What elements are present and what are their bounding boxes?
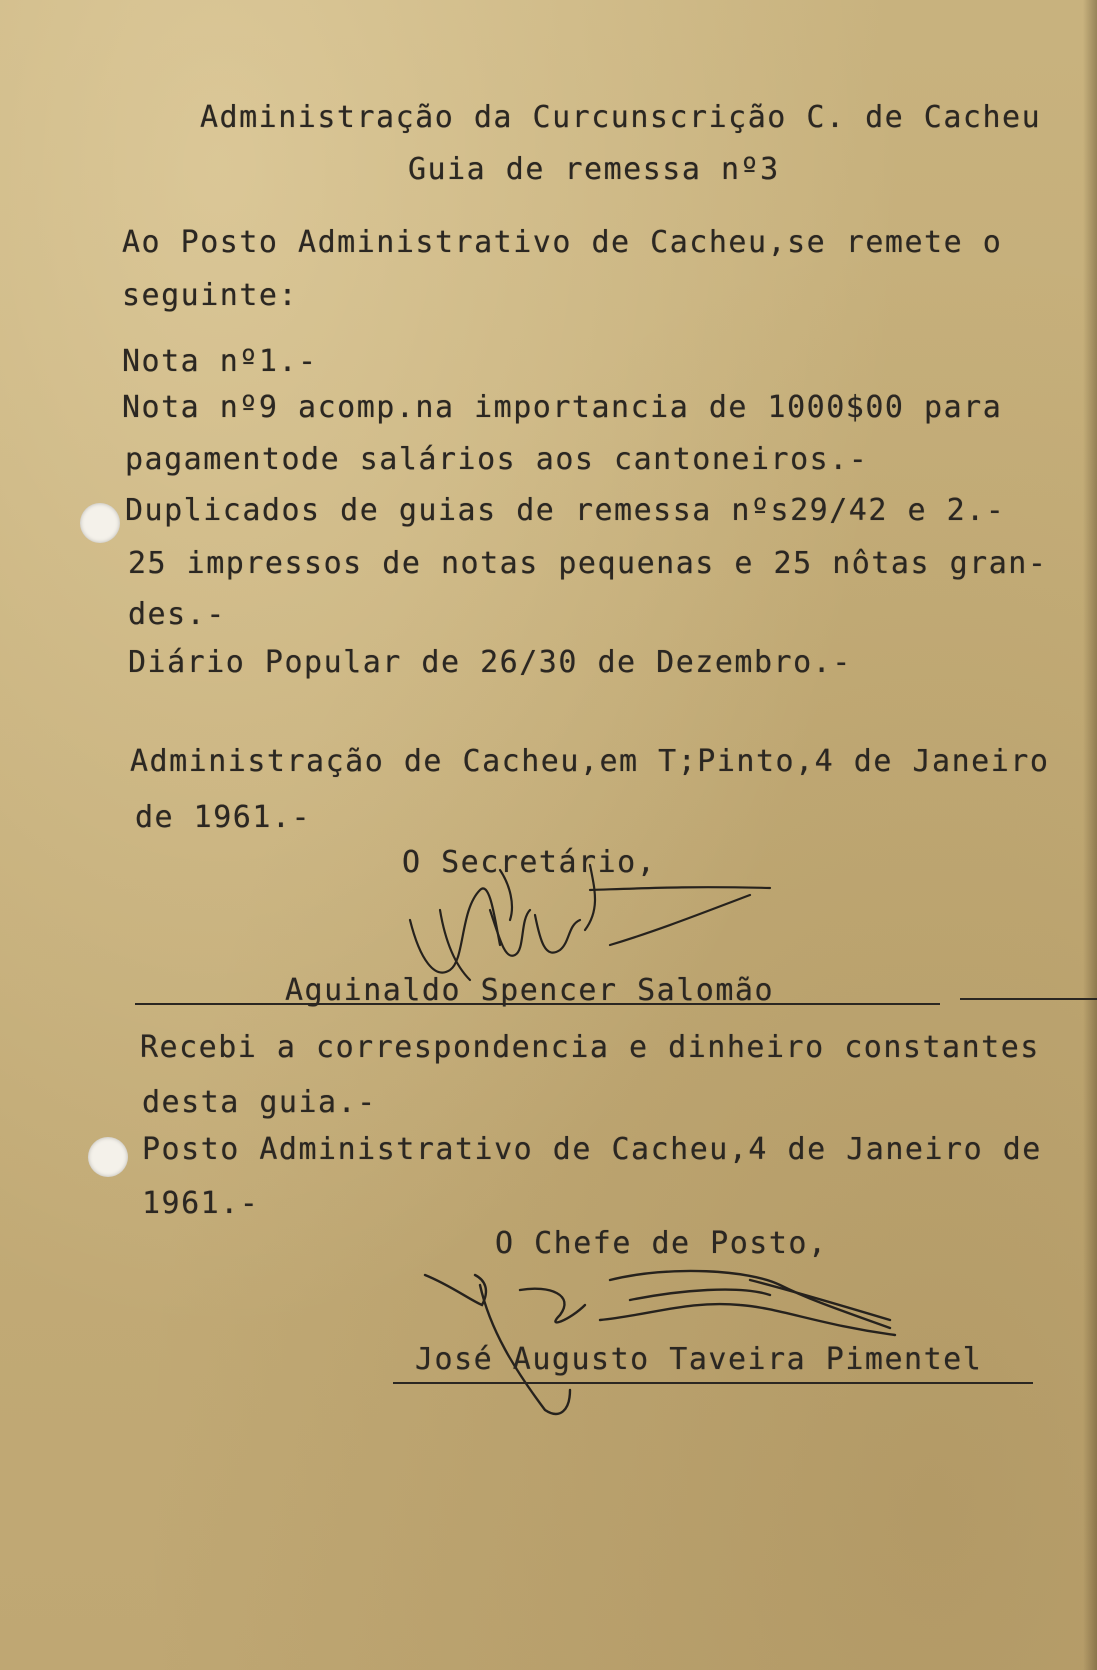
receiver-title: O Chefe de Posto, bbox=[495, 1226, 828, 1261]
item-5: Diário Popular de 26/30 de Dezembro.- bbox=[128, 645, 852, 680]
place-date-line-1: Administração de Cacheu,em T;Pinto,4 de Janeiro bbox=[130, 744, 1050, 779]
intro-line-2: seguinte: bbox=[122, 278, 299, 313]
punch-hole-top bbox=[80, 503, 120, 543]
receiver-name: José Augusto Taveira Pimentel bbox=[415, 1342, 983, 1377]
sender-signature bbox=[390, 850, 810, 990]
sender-rule-right bbox=[960, 998, 1097, 1000]
sender-signature-rule bbox=[135, 1003, 940, 1005]
item-2-line-1: Nota nº9 acomp.na importancia de 1000$00 para bbox=[122, 390, 1003, 425]
receipt-line-1: Recebi a correspondencia e dinheiro constantes bbox=[140, 1030, 1040, 1065]
header-line-2: Guia de remessa nº3 bbox=[408, 152, 780, 187]
sender-name: Aguinaldo Spencer Salomão bbox=[285, 973, 775, 1008]
item-4-line-2: des.- bbox=[128, 597, 226, 632]
item-3: Duplicados de guias de remessa nºs29/42 e 2.- bbox=[125, 493, 1006, 528]
item-1: Nota nº1.- bbox=[122, 344, 318, 379]
receipt-line-4: 1961.- bbox=[142, 1186, 260, 1221]
receiver-signature-rule bbox=[393, 1382, 1033, 1384]
header-line-1: Administração da Curcunscrição C. de Cacheu bbox=[200, 100, 1042, 135]
intro-line-1: Ao Posto Administrativo de Cacheu,se remete o bbox=[122, 225, 1003, 260]
page-edge-shadow bbox=[1083, 0, 1097, 1670]
item-4-line-1: 25 impressos de notas pequenas e 25 nôtas gran- bbox=[128, 546, 1048, 581]
place-date-line-2: de 1961.- bbox=[135, 800, 312, 835]
punch-hole-bottom bbox=[88, 1137, 128, 1177]
item-2-line-2: pagamentode salários aos cantoneiros.- bbox=[125, 442, 869, 477]
sender-title: O Secretário, bbox=[402, 845, 657, 880]
receipt-line-2: desta guia.- bbox=[142, 1085, 377, 1120]
receipt-line-3: Posto Administrativo de Cacheu,4 de Janeiro de bbox=[142, 1132, 1042, 1167]
